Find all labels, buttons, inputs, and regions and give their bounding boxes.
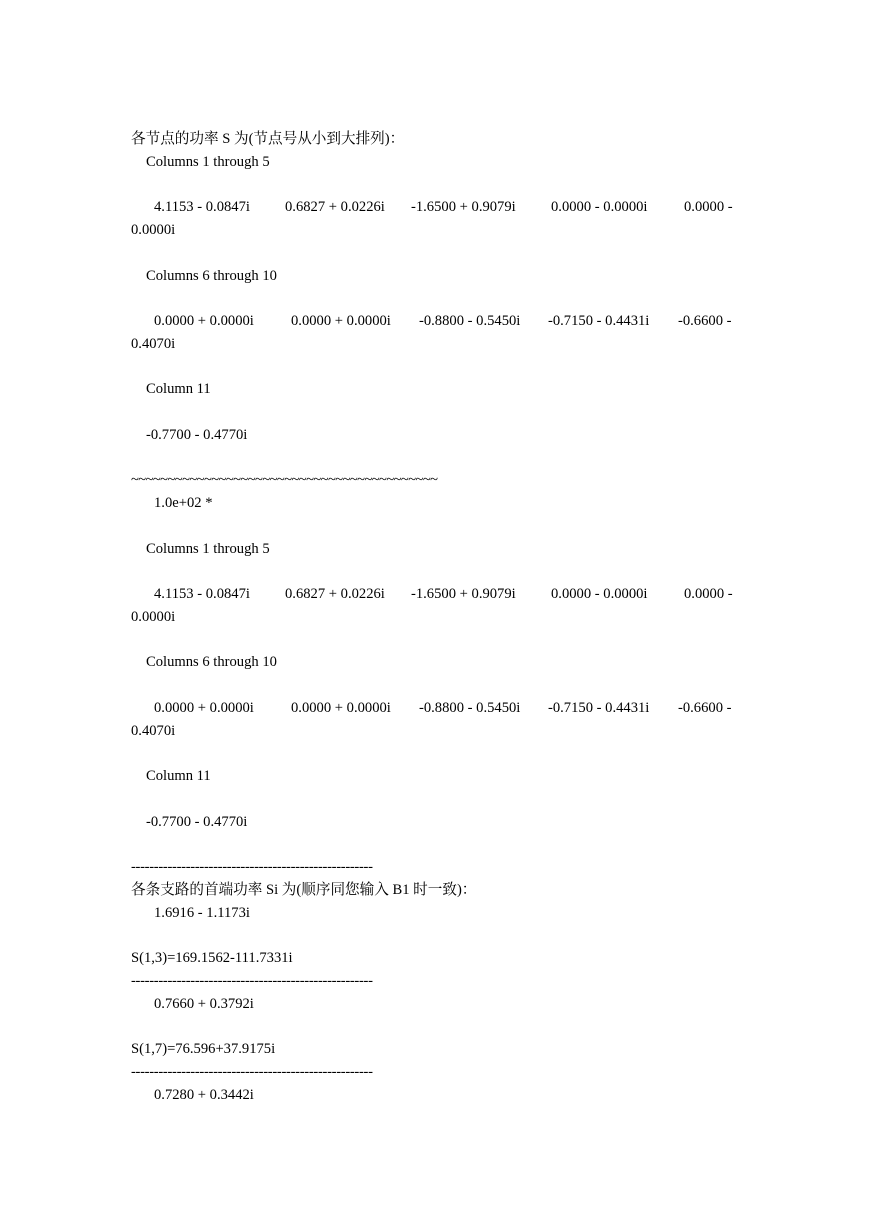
matrix-value: 4.1153 - 0.0847i [154,199,250,215]
columns-label: Columns 1 through 5 [146,154,270,170]
columns-label: Columns 6 through 10 [146,268,277,284]
columns-label: Column 11 [146,768,211,784]
matrix-value: 0.6827 + 0.0226i [285,199,385,215]
matrix-value-wrap: 0.4070i [131,723,176,739]
matrix-value: 0.0000 + 0.0000i [154,313,254,329]
matrix-value: 0.6827 + 0.0226i [285,586,385,602]
matrix-row [131,698,737,718]
branch-power-value: 1.6916 - 1.1173i [154,905,250,921]
matrix-value: -0.8800 - 0.5450i [419,700,521,716]
matrix-value: 0.0000 + 0.0000i [154,700,254,716]
matrix-value-wrap: 0.4070i [131,336,176,352]
dash-separator: ----------------------------------------------------- [131,859,373,875]
matrix-value: -1.6500 + 0.9079i [411,199,516,215]
matrix-value: -1.6500 + 0.9079i [411,586,516,602]
matrix-row [131,311,737,331]
branch-power-value: 0.7280 + 0.3442i [154,1087,254,1103]
columns-label: Columns 6 through 10 [146,654,277,670]
branch-power-heading: 各条支路的首端功率 Si 为(顺序同您输入 B1 时一致)： [131,882,477,898]
matrix-value-wrap: 0.0000i [131,222,176,238]
dash-separator: ----------------------------------------------------- [131,973,373,989]
branch-power-result: S(1,7)=76.596+37.9175i [131,1041,276,1057]
matrix-value: 4.1153 - 0.0847i [154,586,250,602]
matrix-value: -0.7150 - 0.4431i [548,700,650,716]
wave-separator: ~~~~~~~~~~~~~~~~~~~~~~~~~~~~~~~~~~~~~~~~~~ [131,472,438,488]
matrix-value: 0.0000 - [684,586,733,602]
matrix-value-wrap: 0.0000i [131,609,176,625]
matrix-value: -0.7700 - 0.4770i [146,814,248,830]
matrix-value: 0.0000 - 0.0000i [551,586,648,602]
matrix-row [131,197,737,217]
matrix-value: -0.6600 - [678,313,732,329]
columns-label: Column 11 [146,381,211,397]
matrix-value: -0.6600 - [678,700,732,716]
matrix-value: -0.7700 - 0.4770i [146,427,248,443]
matrix-value: 0.0000 + 0.0000i [291,700,391,716]
matrix-value: 0.0000 - [684,199,733,215]
matrix-value: -0.7150 - 0.4431i [548,313,650,329]
matrix-value: -0.8800 - 0.5450i [419,313,521,329]
matrix-value: 0.0000 + 0.0000i [291,313,391,329]
matrix-row [131,584,737,604]
columns-label: Columns 1 through 5 [146,541,270,557]
dash-separator: ----------------------------------------------------- [131,1064,373,1080]
branch-power-value: 0.7660 + 0.3792i [154,996,254,1012]
scale-factor: 1.0e+02 * [154,495,213,511]
matrix-value: 0.0000 - 0.0000i [551,199,648,215]
node-power-heading: 各节点的功率 S 为(节点号从小到大排列)： [131,131,405,147]
branch-power-result: S(1,3)=169.1562-111.7331i [131,950,293,966]
